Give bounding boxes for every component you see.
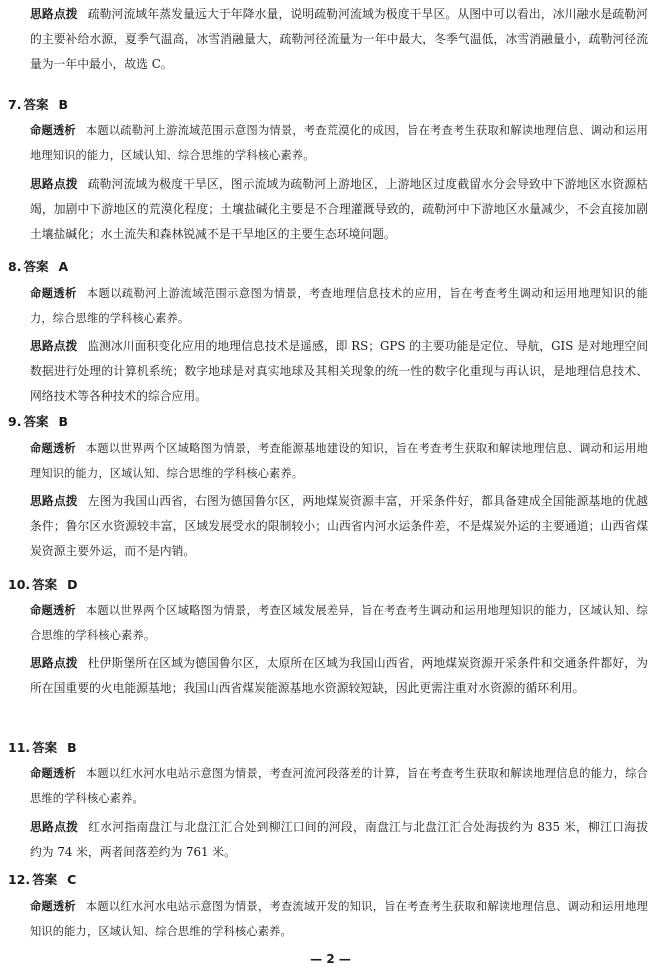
hint-label: 思路点拨: [30, 494, 78, 508]
answer-line-q7: [8, 96, 661, 114]
hint-label: 思路点拨: [30, 339, 78, 353]
hint-paragraph-q11: [30, 815, 648, 865]
analysis-label: 命题透析: [30, 767, 76, 780]
answer-label: 答案: [23, 414, 49, 429]
answer-letter: B: [58, 414, 68, 429]
answer-label: 答案: [32, 872, 58, 887]
question-number: 12.: [8, 872, 31, 887]
intro-hint-paragraph: [30, 2, 648, 77]
answer-line-q9: [8, 413, 661, 431]
answer-line-q11: [8, 739, 661, 757]
hint-text: 左图为我国山西省，右图为德国鲁尔区，两地煤炭资源丰富，开采条件好，都具备建成全国能源基地的优越条件；鲁尔区水资源较丰富，区域发展受水的限制较小；山西省内河水运条件差，不是煤炭外运的主要通道；山西省煤炭资源主要外运，而不是内销。: [30, 494, 648, 558]
hint-text: 疏勒河流域年蒸发量远大于年降水量，说明疏勒河流域为极度干旱区。从图中可以看出，冰川融水是疏勒河的主要补给水源，夏季气温高，冰雪消融量大，疏勒河径流量为一年中最大，冬季气温低，冰雪消融量小，疏勒河径流量为一年中最小，故选 C。: [30, 7, 648, 71]
analysis-text: 本题以红水河水电站示意图为情景，考查流域开发的知识，旨在考查考生获取和解读地理信息、调动和运用地理知识的能力，区域认知、综合思维的学科核心素养。: [30, 900, 648, 938]
hint-text: 疏勒河流域为极度干旱区，图示流域为疏勒河上游地区，上游地区过度截留水分会导致中下游地区水资源枯竭，加剧中下游地区的荒漠化程度；土壤盐碱化主要是不合理灌溉导致的，疏勒河中下游地区水量减少，不会直接加剧土壤盐碱化；水土流失和森林锐减不是干旱地区的主要生态环境问题。: [30, 177, 648, 241]
answer-letter: B: [58, 97, 68, 112]
analysis-paragraph-q8: [30, 281, 648, 331]
answer-letter: A: [58, 259, 69, 274]
question-number: 7.: [8, 97, 22, 112]
answer-label: 答案: [32, 740, 58, 755]
analysis-label: 命题透析: [30, 900, 76, 913]
analysis-paragraph-q9: [30, 436, 648, 486]
hint-text: 监测冰川面积变化应用的地理信息技术是遥感，即 RS；GPS 的主要功能是定位、导航，GIS 是对地理空间数据进行处理的计算机系统；数字地球是对真实地球及其相关现象的统一性的数字化重现与再认识，是地理信息技术、网络技术等各种技术的综合应用。: [30, 339, 648, 403]
question-number: 11.: [8, 740, 31, 755]
analysis-text: 本题以疏勒河上游流域范围示意图为情景，考查地理信息技术的应用，旨在考查考生调动和运用地理知识的能力，综合思维的学科核心素养。: [30, 287, 648, 325]
hint-paragraph-q8: [30, 334, 648, 409]
analysis-label: 命题透析: [30, 287, 77, 300]
answer-label: 答案: [32, 577, 58, 592]
hint-label: 思路点拨: [30, 177, 78, 191]
analysis-text: 本题以世界两个区域略图为情景，考查区域发展差异，旨在考查考生调动和运用地理知识的能力，区域认知、综合思维的学科核心素养。: [30, 604, 648, 642]
answer-label: 答案: [23, 97, 49, 112]
analysis-paragraph-q10: [30, 598, 648, 648]
analysis-paragraph-q12: [30, 894, 648, 944]
hint-label: 思路点拨: [30, 820, 79, 834]
hint-paragraph-q10: [30, 651, 648, 701]
answer-line-q12: [8, 871, 661, 889]
hint-paragraph-q9: [30, 489, 648, 564]
question-number: 10.: [8, 577, 31, 592]
analysis-text: 本题以疏勒河上游流域范围示意图为情景，考查荒漠化的成因，旨在考查考生获取和解读地理信息、调动和运用地理知识的能力，区域认知、综合思维的学科核心素养。: [30, 124, 648, 162]
analysis-text: 本题以世界两个区域略图为情景，考查能源基地建设的知识，旨在考查考生获取和解读地理信息、调动和运用地理知识的能力，区域认知、综合思维的学科核心素养。: [30, 442, 648, 480]
analysis-label: 命题透析: [30, 604, 76, 617]
analysis-label: 命题透析: [30, 442, 76, 455]
question-number: 8.: [8, 259, 22, 274]
page-number: — 2 —: [310, 952, 351, 966]
answer-label: 答案: [23, 259, 49, 274]
hint-text: 红水河指南盘江与北盘江汇合处到柳江口间的河段，南盘江与北盘江汇合处海拔约为 835 米，柳江口海拔约为 74 米，两者间落差约为 761 米。: [30, 820, 648, 859]
answer-letter: B: [67, 740, 77, 755]
analysis-text: 本题以红水河水电站示意图为情景，考查河流河段落差的计算，旨在考查考生获取和解读地理信息的能力，综合思维的学科核心素养。: [30, 767, 648, 805]
analysis-paragraph-q11: [30, 761, 648, 811]
answer-line-q8: [8, 258, 661, 276]
hint-label: 思路点拨: [30, 656, 78, 670]
hint-label: 思路点拨: [30, 7, 78, 21]
analysis-paragraph-q7: [30, 118, 648, 168]
answer-line-q10: [8, 576, 661, 594]
analysis-label: 命题透析: [30, 124, 76, 137]
question-number: 9.: [8, 414, 22, 429]
answer-letter: C: [67, 872, 77, 887]
answer-letter: D: [67, 577, 78, 592]
hint-text: 杜伊斯堡所在区域为德国鲁尔区，太原所在区域为我国山西省，两地煤炭资源开采条件和交通条件都好，为所在国重要的火电能源基地；我国山西省煤炭能源基地水资源较短缺，因此更需注重对水资源的循环利用。: [30, 656, 648, 695]
hint-paragraph-q7: [30, 172, 648, 247]
